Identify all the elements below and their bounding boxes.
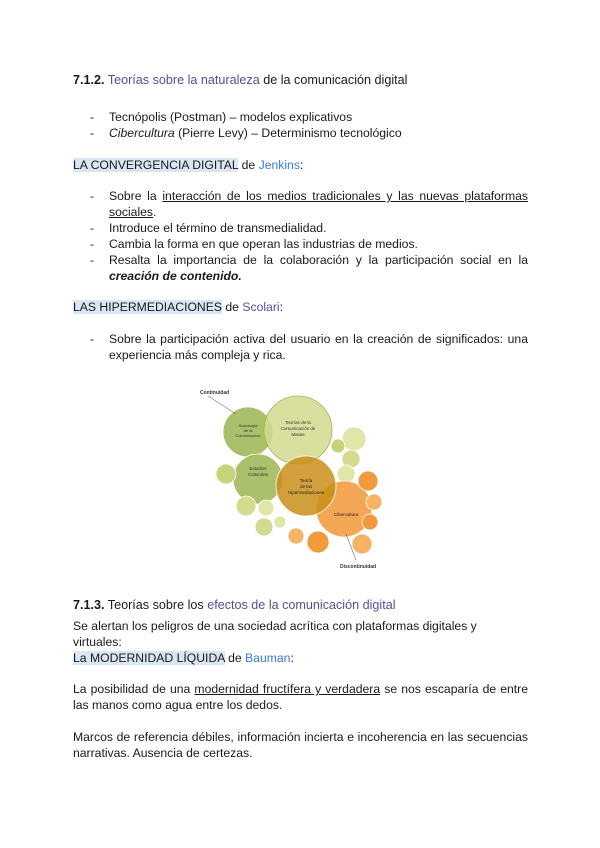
highlighted-term: LA CONVERGENCIA DIGITAL: [73, 158, 239, 172]
bubble-estudios-culturales: [233, 454, 283, 504]
list-item-text: Cambia la forma en que operan las industrias de medios.: [109, 237, 418, 251]
heading-7-1-2: [73, 72, 528, 88]
list-item-text: Introduce el término de transmedialidad.: [109, 221, 327, 235]
bubble-small: [216, 464, 236, 484]
label-cibercultura: Cibercultura: [333, 512, 359, 517]
bubble-small: [366, 494, 382, 510]
paragraph-intro: Se alertan los peligros de una sociedad acrítica con plataformas digitales y virtuales:: [73, 619, 477, 649]
label-sociologia-3: Comunicación: [235, 433, 261, 438]
list-item-italic: Cibercultura: [109, 126, 175, 140]
label-sociologia-1: Sociología: [238, 423, 258, 428]
connector-text: de: [224, 651, 246, 665]
label-estudios-2: Culturales: [247, 472, 269, 477]
paragraph-text: se nos escaparía de entre las manos como agua entre los dedos.: [73, 682, 528, 712]
bubble-small: [274, 516, 286, 528]
paragraph-frameworks: Marcos de referencia débiles, información incierta e incoherencia en las secuencias narrativas. Ausencia de certezas.: [73, 730, 528, 760]
label-estudios-1: Estudios: [249, 466, 267, 471]
label-continuidad: Continuidad: [200, 390, 230, 396]
bubble-small: [331, 439, 345, 453]
list-item: [90, 220, 528, 236]
highlighted-term: LAS HIPERMEDIACIONES: [73, 300, 222, 314]
underlined-text: modernidad fructífera y verdadera: [194, 682, 381, 696]
bubble-small: [236, 496, 256, 516]
bubble-small: [358, 471, 378, 491]
list-item-text: Resalta la importancia de la colaboración y la participación social en la: [109, 253, 528, 267]
list-item: [90, 125, 528, 141]
heading-highlight: efectos de la comunicación digital: [207, 598, 396, 612]
label-hiper-3: Hipermediaciones: [287, 490, 325, 495]
list-item: [90, 188, 528, 220]
section-number: 7.1.3.: [73, 598, 105, 612]
colon: :: [290, 651, 294, 665]
list-item-text: (Pierre Levy) – Determinismo tecnológico: [174, 126, 402, 140]
author-name: Bauman: [245, 651, 291, 665]
list-hypermediation: [90, 331, 528, 363]
heading-7-1-3: [73, 597, 528, 613]
label-teorias-masas-2: Comunicación de: [280, 426, 316, 431]
underlined-text: interacción de los medios tradicionales y las nuevas plataformas sociales: [109, 189, 529, 219]
hypermediation-heading: [73, 299, 528, 315]
bubble-small: [288, 528, 304, 544]
label-teorias-masas-3: Masas: [291, 432, 305, 437]
heading-text: Teorías sobre los: [107, 598, 208, 612]
paragraph-text: La posibilidad de una: [73, 682, 195, 696]
label-sociologia-2: de la: [243, 428, 253, 433]
hypermediation-bubble-diagram: [196, 384, 384, 574]
bubble-small: [342, 427, 366, 451]
heading-rest: de la comunicación digital: [259, 73, 408, 87]
bubble-small: [337, 465, 355, 483]
list-item: [90, 236, 528, 252]
author-name: Jenkins: [258, 158, 300, 172]
connector-text: de: [222, 300, 243, 314]
list-convergence: [90, 188, 528, 284]
bold-italic-text: creación de contenido.: [109, 269, 242, 283]
highlighted-term: La MODERNIDAD LÍQUIDA: [73, 651, 225, 665]
label-teorias-masas-1: Teorías de la: [285, 420, 311, 425]
heading-highlight: Teorías sobre la naturaleza: [107, 73, 260, 87]
list-item: [90, 252, 528, 284]
bubble-small: [307, 531, 329, 553]
colon: :: [299, 158, 304, 172]
label-hiper-1: Teoría: [299, 478, 313, 483]
section-number: 7.1.2.: [73, 73, 105, 87]
author-name: Scolari: [242, 300, 280, 314]
list-item: [90, 331, 528, 363]
label-discontinuidad: Discontinuidad: [340, 564, 377, 570]
convergence-heading: [73, 157, 528, 173]
bubble-small: [255, 518, 273, 536]
bubble-small: [352, 534, 372, 554]
list-theories: [90, 109, 528, 141]
paragraph-modernity: [73, 681, 528, 713]
list-item-text: Sobre la: [109, 189, 163, 203]
colon: :: [279, 300, 283, 314]
list-item: [90, 109, 528, 125]
liquid-modernity-heading: [73, 650, 528, 666]
label-hiper-2: de las: [299, 484, 313, 489]
list-item-text: Tecnópolis (Postman) – modelos explicativos: [109, 110, 353, 124]
connector-text: de: [238, 158, 259, 172]
list-item-text: Sobre la participación activa del usuario en la creación de significados: una experiencia más compleja y rica.: [109, 332, 528, 362]
bubble-small: [362, 514, 378, 530]
bubble-small: [258, 500, 274, 516]
list-item-text: .: [153, 205, 157, 219]
